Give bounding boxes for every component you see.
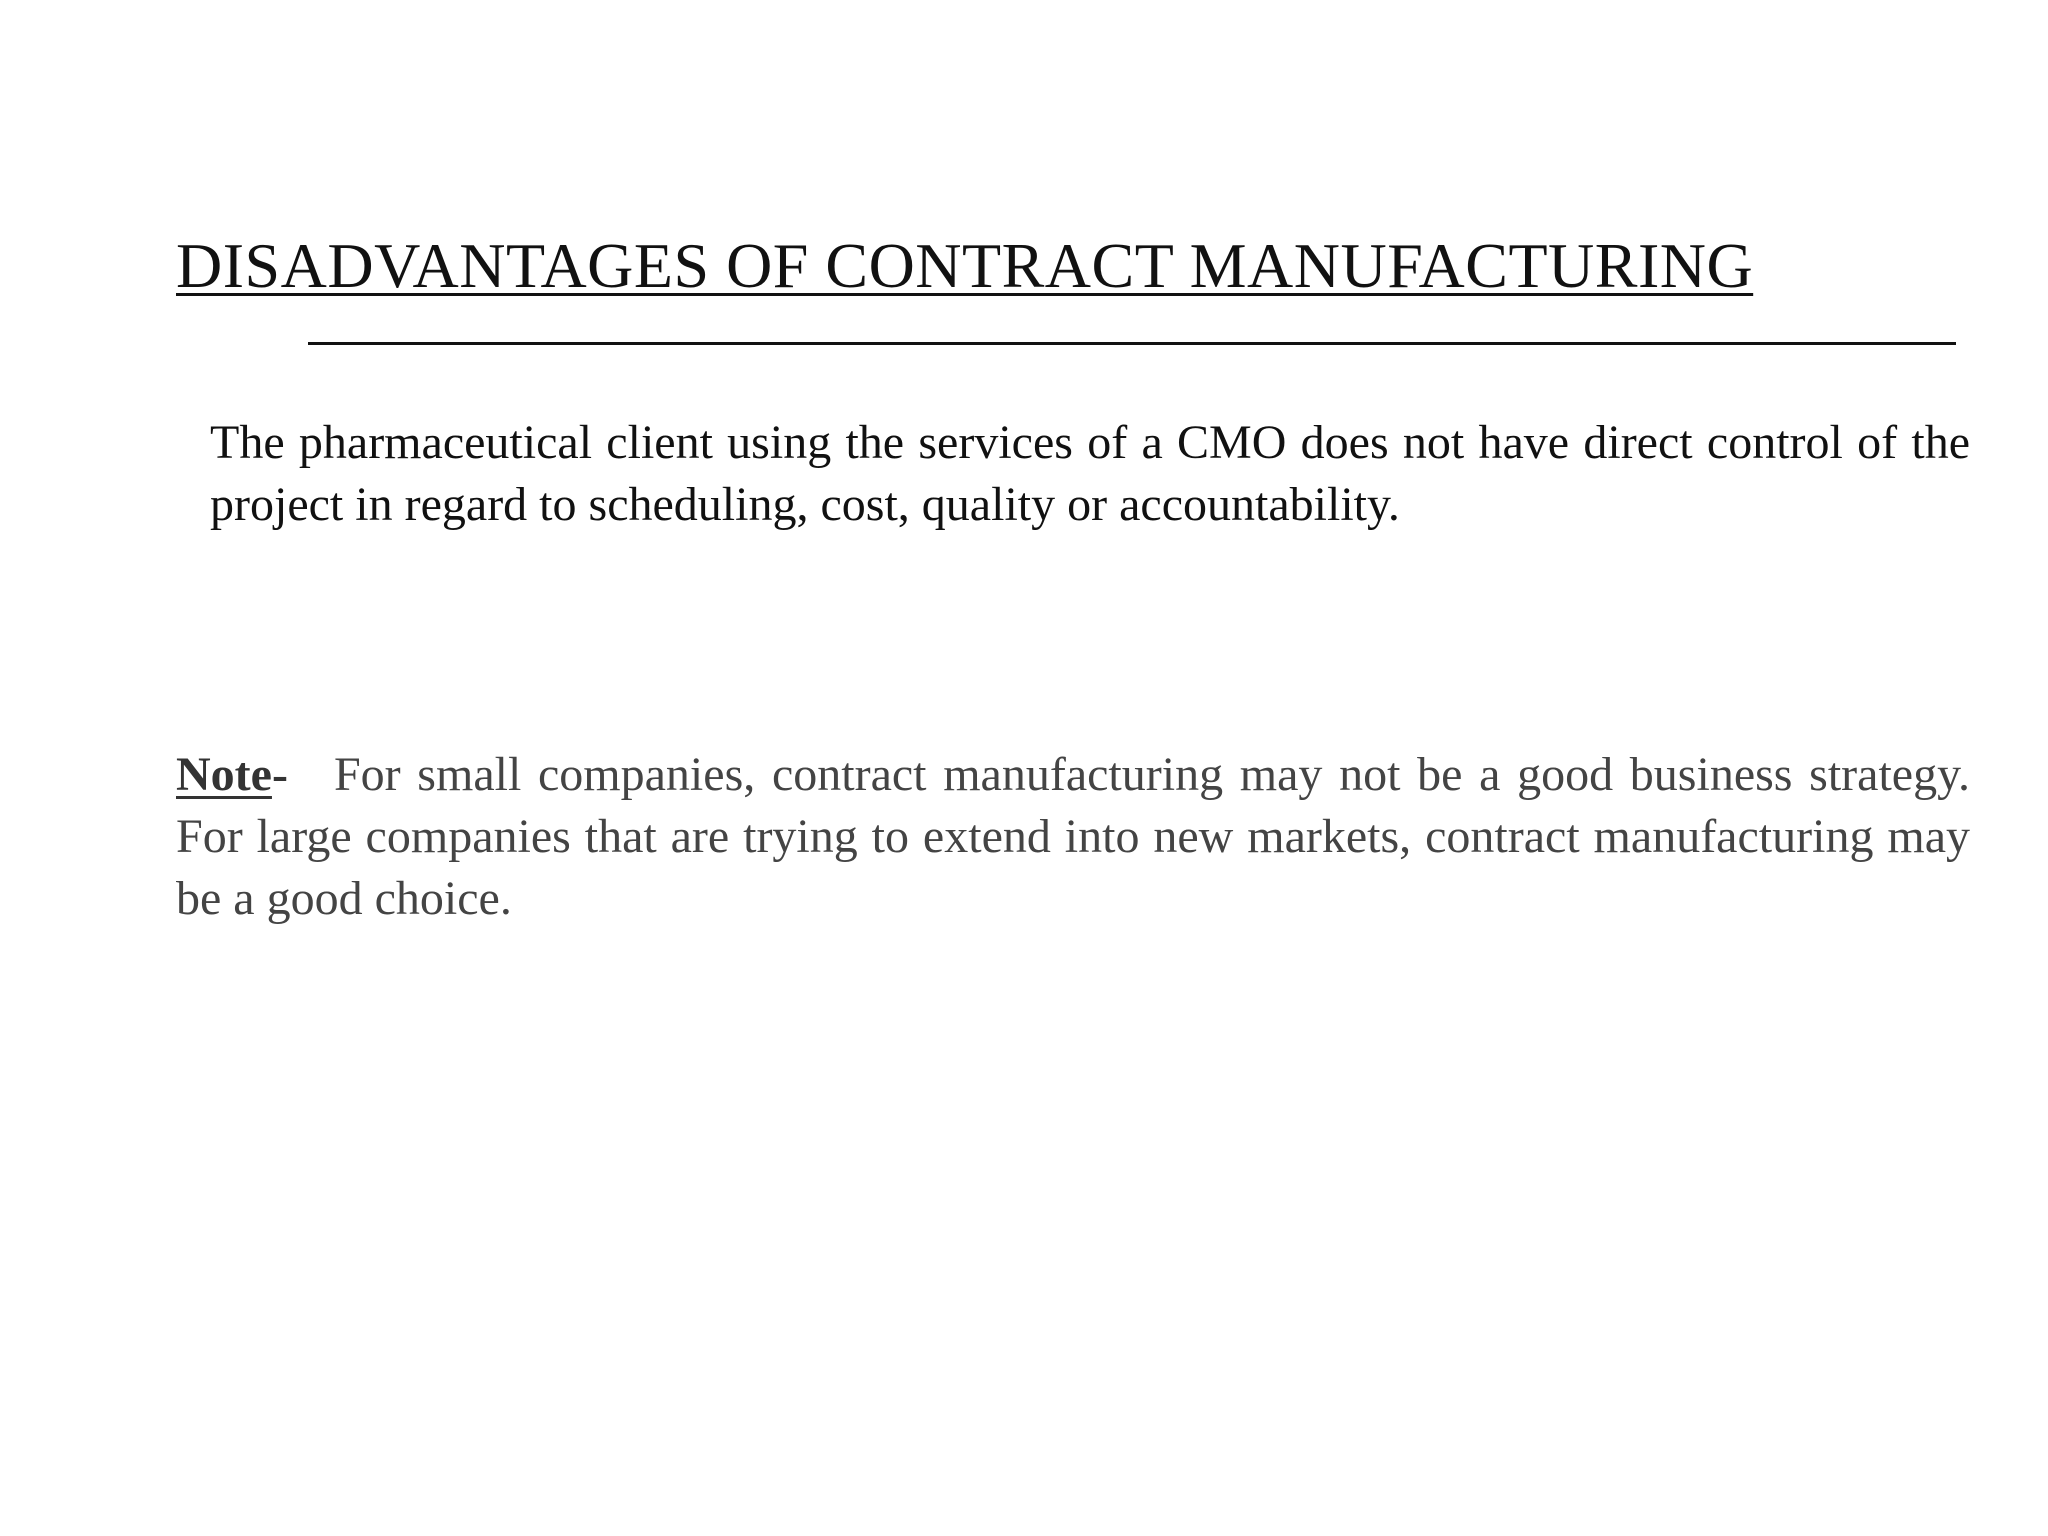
title-divider — [308, 342, 1956, 345]
slide-title: DISADVANTAGES OF CONTRACT MANUFACTURING — [176, 230, 1754, 301]
note-paragraph — [176, 744, 1970, 930]
note-label: Note — [176, 748, 272, 801]
body-paragraph: The pharmaceutical client using the services of a CMO does not have direct control of the project in regard to scheduling, cost, quality or accountability. — [210, 416, 1970, 531]
note-text: For small companies, contract manufacturing may not be a good business strategy. For large companies that are trying to extend into new markets, contract manufacturing may be a good choice. — [176, 748, 1970, 925]
note-dash: - — [271, 748, 288, 801]
